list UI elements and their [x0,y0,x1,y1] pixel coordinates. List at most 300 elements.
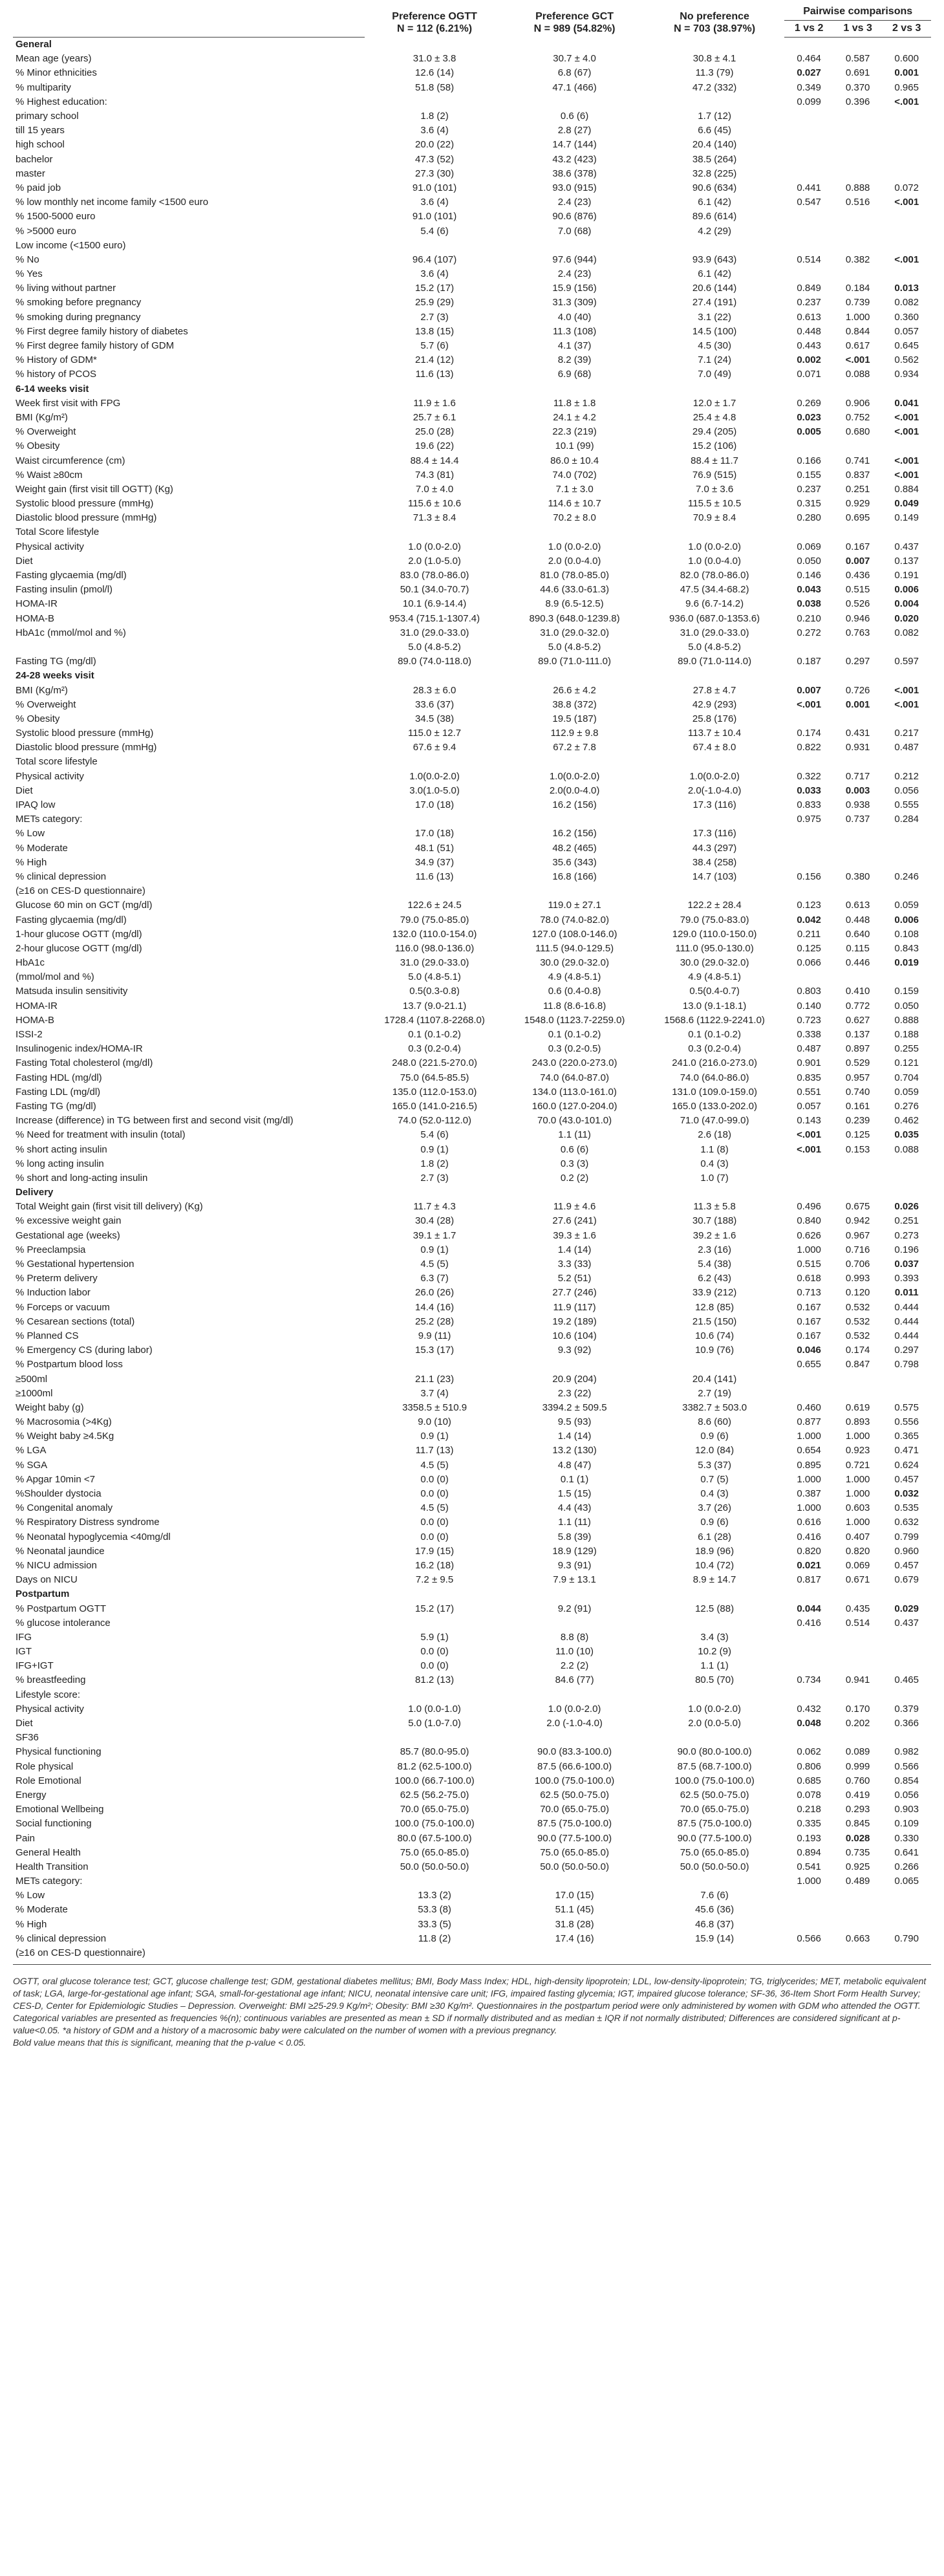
nopref-value: 27.8 ± 4.7 [692,684,736,696]
row-label: % SGA [16,1459,48,1471]
ogtt-value: 91.0 (101) [412,211,457,222]
p-1-vs-3: 0.603 [845,1502,870,1514]
table-row [13,1243,931,1257]
p-1-vs-3: 1.000 [845,1517,870,1528]
p-2-vs-3 [882,124,931,138]
nopref-value: 80.5 (70) [695,1674,735,1686]
p-1-vs-3 [833,138,883,152]
p-1-vs-2: 0.023 [797,411,821,423]
p-2-vs-3: 0.035 [894,1129,919,1141]
row-label: % smoking before pregnancy [16,297,142,308]
p-1-vs-2: 0.071 [797,369,821,380]
p-2-vs-3 [882,109,931,124]
nopref-value: 14.5 (100) [692,325,737,337]
p-1-vs-2: 0.460 [797,1402,821,1413]
p-1-vs-2 [784,224,833,238]
p-2-vs-3: 0.903 [894,1804,919,1815]
section-title: 24-28 weeks visit [16,670,94,682]
row-label: % clinical depression [16,871,107,882]
table-row [13,1329,931,1343]
p-2-vs-3: 0.471 [894,1445,919,1456]
nopref-value: 38.5 (264) [692,153,737,165]
table-row [13,927,931,942]
p-1-vs-2: 0.616 [797,1517,821,1528]
table-row [13,66,931,80]
table-row [13,124,931,138]
gct-value: 7.1 ± 3.0 [555,483,594,495]
row-label: HbA1c [16,957,45,969]
p-2-vs-3: 0.159 [894,986,919,997]
p-2-vs-3: 0.843 [894,942,919,954]
gct-value: 27.6 (241) [552,1215,597,1227]
p-1-vs-3: 0.931 [845,742,870,753]
nopref-value: 0.4 (3) [700,1158,729,1169]
ogtt-value: 74.3 (81) [415,469,455,481]
row-label: Physical activity [16,770,84,782]
p-1-vs-2 [784,124,833,138]
row-label: Health Transition [16,1861,89,1872]
row-label: Weight baby (g) [16,1402,84,1413]
p-2-vs-3 [882,382,931,396]
ogtt-value: 165.0 (141.0-216.5) [392,1100,477,1112]
gct-value: 24.1 ± 4.2 [553,411,596,423]
ogtt-value [365,1946,505,1960]
ogtt-value: 2.7 (3) [420,311,449,323]
p-1-vs-2: 0.551 [797,1086,821,1098]
p-2-vs-3 [882,1185,931,1200]
nopref-value: 89.0 (71.0-114.0) [678,656,752,667]
ogtt-value: 75.0 (65.0-85.0) [400,1846,469,1858]
p-1-vs-2: 0.335 [797,1818,821,1830]
section-title: General [16,39,52,50]
p-1-vs-2 [784,712,833,726]
nopref-value: 8.9 ± 14.7 [692,1574,736,1586]
table-row [13,453,931,468]
nopref-value [645,1946,785,1960]
table-row [13,353,931,367]
gct-value: 0.6 (0.4-0.8) [548,986,601,997]
row-label: % long acting insulin [16,1158,104,1169]
p-2-vs-3: 0.556 [894,1416,919,1428]
row-label: % breastfeeding [16,1674,86,1686]
nopref-value: 111.0 (95.0-130.0) [675,942,754,954]
table-row [13,956,931,970]
p-2-vs-3: 0.884 [894,483,919,495]
ogtt-value: 0.0 (0) [420,1473,449,1485]
p-2-vs-3: 0.001 [894,67,919,79]
p-1-vs-2: 0.155 [797,469,821,481]
p-1-vs-3: 0.532 [845,1315,870,1327]
nopref-value: 0.9 (6) [700,1517,729,1528]
table-row [13,1444,931,1458]
row-label: % Overweight [16,426,76,438]
p-1-vs-3: 0.957 [845,1072,870,1083]
row-label: % Low [16,828,45,839]
nopref-value: 87.5 (75.0-100.0) [677,1818,752,1830]
p-1-vs-3 [833,856,883,870]
ogtt-value: 100.0 (66.7-100.0) [394,1775,475,1786]
p-1-vs-3 [833,712,883,726]
nopref-value: 13.0 (9.1-18.1) [682,1000,747,1012]
p-2-vs-3: 0.600 [894,53,919,65]
p-2-vs-3: 0.266 [894,1861,919,1872]
ogtt-value: 0.1 (0.1-0.2) [408,1029,461,1041]
nopref-value: 18.9 (96) [695,1545,735,1557]
nopref-value: 76.9 (515) [692,469,737,481]
ogtt-value: 26.0 (26) [415,1287,455,1299]
row-label: till 15 years [16,125,65,136]
gct-value: 70.0 (65.0-75.0) [540,1804,609,1815]
p-1-vs-2: 0.338 [797,1029,821,1041]
ogtt-value: 11.7 ± 4.3 [413,1201,456,1213]
row-label: Weight gain (first visit till OGTT) (Kg) [16,483,173,495]
row-label: Pain [16,1832,36,1844]
nopref-value: 4.9 (4.8-5.1) [688,971,741,983]
section-header-row [13,1587,931,1601]
nopref-value: 0.4 (3) [700,1488,729,1500]
table-row [13,540,931,554]
gct-value: 11.0 (10) [555,1646,594,1658]
p13-header: 1 vs 3 [833,21,883,38]
p-1-vs-3: 0.726 [845,684,870,696]
table-row [13,339,931,353]
gct-value [504,884,645,898]
nopref-value: 1568.6 (1122.9-2241.0) [664,1014,765,1026]
p-1-vs-2: 0.193 [797,1832,821,1844]
table-row [13,1429,931,1444]
p-1-vs-3: 0.516 [845,197,870,208]
nopref-value: 3382.7 ± 503.0 [682,1402,747,1413]
p-1-vs-3: 0.844 [845,325,870,337]
table-row [13,411,931,425]
p-1-vs-3: 0.721 [845,1459,870,1471]
nopref-value [645,38,785,52]
table-row [13,138,931,152]
row-label: % smoking during pregnancy [16,311,141,323]
p-1-vs-2 [784,970,833,984]
gct-value: 5.0 (4.8-5.2) [548,641,601,653]
nopref-value: 7.0 (49) [698,369,731,380]
nopref-value: 93.9 (643) [692,254,737,265]
p-2-vs-3: 0.437 [894,541,919,552]
table-row [13,884,931,898]
gct-value: 31.8 (28) [555,1918,594,1930]
row-label: IPAQ low [16,799,56,811]
ogtt-value: 1.0 (0.0-1.0) [408,1703,461,1715]
gct-value [504,669,645,683]
row-label: % short acting insulin [16,1143,107,1155]
p-2-vs-3: 0.251 [894,1215,919,1227]
p-2-vs-3: 0.965 [894,81,919,93]
row-label: ≥1000ml [16,1387,53,1399]
gct-value: 5.8 (39) [557,1531,592,1542]
p-1-vs-3: 0.837 [845,469,870,481]
ogtt-value [365,1185,505,1200]
table-row [13,1831,931,1845]
nopref-value: 39.2 ± 1.6 [692,1229,736,1241]
row-label: Glucose 60 min on GCT (mg/dl) [16,900,153,911]
ogtt-value: 11.6 (13) [415,369,454,380]
ogtt-value: 15.3 (17) [415,1345,455,1356]
nopref-value [645,382,785,396]
nopref-value: 2.6 (18) [698,1129,731,1141]
row-label: Emotional Wellbeing [16,1804,104,1815]
nopref-value: 1.0 (0.0-4.0) [688,555,741,567]
p-2-vs-3 [882,1645,931,1659]
p-1-vs-2 [784,267,833,281]
p-2-vs-3: 0.457 [894,1559,919,1571]
p-1-vs-2 [784,525,833,539]
ogtt-value: 34.5 (38) [415,713,455,724]
p-1-vs-3: 1.000 [845,1488,870,1500]
p-1-vs-3: 0.897 [845,1043,870,1055]
table-row [13,1745,931,1759]
nopref-value: 21.5 (150) [692,1315,737,1327]
p-1-vs-2: 1.000 [797,1876,821,1887]
table-row [13,1372,931,1386]
ogtt-value: 81.2 (13) [415,1674,455,1686]
p-2-vs-3: <.001 [894,684,919,696]
row-label: % paid job [16,182,61,193]
ogtt-value: 30.4 (28) [415,1215,455,1227]
row-label: Fasting TG (mg/dl) [16,656,96,667]
nopref-value: 15.9 (14) [695,1932,735,1944]
ogtt-value: 115.6 ± 10.6 [407,498,462,510]
p-2-vs-3: 0.854 [894,1775,919,1786]
row-label: % Obesity [16,713,60,724]
nopref-value: 11.3 ± 5.8 [693,1201,736,1213]
table-row [13,712,931,726]
nopref-value: 30.0 (29.0-32.0) [680,957,749,969]
row-label: % Need for treatment with insulin (total) [16,1129,186,1141]
p-2-vs-3: 0.982 [894,1746,919,1758]
nopref-value: 9.6 (6.7-14.2) [685,598,744,610]
table-row [13,325,931,339]
gct-value: 26.6 ± 4.2 [553,684,596,696]
row-label: % 1500-5000 euro [16,211,96,222]
p-2-vs-3 [882,640,931,655]
p-2-vs-3: 0.212 [894,770,919,782]
row-label: % living without partner [16,283,116,294]
ogtt-value: 5.7 (6) [420,340,449,352]
p-2-vs-3 [882,1946,931,1960]
row-label: Total score lifestyle [16,756,98,768]
gct-value: 30.0 (29.0-32.0) [540,957,609,969]
p-1-vs-2: 0.541 [797,1861,821,1872]
row-label: % Neonatal hypoglycemia <40mg/dl [16,1531,171,1542]
p-2-vs-3: 0.632 [894,1517,919,1528]
p-1-vs-3 [833,827,883,841]
p-1-vs-3 [833,38,883,52]
p-1-vs-3 [833,267,883,281]
p-1-vs-2: 0.272 [797,627,821,638]
nopref-value: 1.7 (12) [698,111,731,122]
p-2-vs-3: 0.137 [894,555,919,567]
gct-value: 6.8 (67) [557,67,592,79]
table-row [13,1573,931,1587]
ogtt-value [365,38,505,52]
p-1-vs-3: 0.088 [845,369,870,380]
p-1-vs-3 [833,1171,883,1185]
p-2-vs-3: <.001 [894,455,919,466]
row-label: % Waist ≥80cm [16,469,83,481]
p-2-vs-3: 0.088 [894,1143,919,1155]
p-1-vs-2: 0.835 [797,1072,821,1083]
nopref-value: 3.1 (22) [698,311,731,323]
row-label: % History of GDM* [16,354,97,366]
nopref-value: 165.0 (133.0-202.0) [672,1100,757,1112]
p-2-vs-3 [882,884,931,898]
table-row [13,525,931,539]
table-row [13,1874,931,1889]
p-1-vs-3 [833,1587,883,1601]
p-2-vs-3: 0.020 [894,612,919,624]
row-label: BMI (Kg/m²) [16,684,68,696]
p-1-vs-2 [784,841,833,856]
ogtt-value: 80.0 (67.5-100.0) [397,1832,472,1844]
gct-value: 890.3 (648.0-1239.8) [529,612,620,624]
table-row [13,1645,931,1659]
gct-value: 89.0 (71.0-111.0) [538,656,612,667]
p-1-vs-3: 0.680 [845,426,870,438]
nopref-value [645,812,785,827]
p-1-vs-2: 0.166 [797,455,821,466]
gct-value: 78.0 (74.0-82.0) [540,914,609,925]
row-label: IGT [16,1646,32,1658]
table-row [13,856,931,870]
ogtt-value: 27.3 (30) [415,168,455,179]
gct-value: 35.6 (343) [552,856,597,868]
row-label: METs category: [16,814,83,825]
nopref-value: 27.4 (191) [692,297,737,308]
ogtt-value: 33.6 (37) [415,698,455,710]
p-1-vs-2: 0.048 [797,1718,821,1729]
p-2-vs-3: 0.934 [894,369,919,380]
row-label: HOMA-IR [16,598,58,610]
p-1-vs-3 [833,153,883,167]
table-row [13,1415,931,1429]
p-1-vs-3: 0.619 [845,1402,870,1413]
p-1-vs-3: 0.153 [845,1143,870,1155]
table-row [13,970,931,984]
row-label: % Minor ethnicities [16,67,97,79]
ogtt-value: 0.9 (1) [420,1143,449,1155]
nopref-value: 1.0 (0.0-2.0) [688,1703,741,1715]
ogtt-value: 5.4 (6) [420,225,449,237]
p-1-vs-2: 0.211 [797,928,821,940]
p-2-vs-3: 0.029 [894,1603,919,1614]
gct-value: 3.3 (33) [557,1259,592,1270]
gct-value: 11.9 (117) [553,1301,596,1313]
p-1-vs-3: <.001 [845,354,870,366]
ogtt-value: 14.4 (16) [415,1301,455,1313]
ogtt-value: 47.3 (52) [415,153,455,165]
p-1-vs-3: 0.888 [845,182,870,193]
ogtt-value [365,812,505,827]
p-1-vs-2: 0.146 [797,570,821,581]
row-label: % Low [16,1890,45,1901]
table-row [13,898,931,913]
p-2-vs-3 [882,1688,931,1702]
gct-value: 84.6 (77) [555,1674,594,1686]
gct-value: 10.1 (99) [555,440,594,452]
table-row [13,984,931,999]
row-label: Waist circumference (cm) [16,455,125,466]
row-label: % Moderate [16,842,68,854]
gct-value: 19.5 (187) [552,713,597,724]
gct-value: 8.8 (8) [560,1631,589,1643]
row-label: Lifestyle score: [16,1689,81,1700]
gct-value: 70.2 ± 8.0 [553,512,596,524]
ogtt-value: 31.0 (29.0-33.0) [400,957,469,969]
ogtt-value: 88.4 ± 14.4 [410,455,459,466]
p-1-vs-3: 0.716 [845,1244,870,1255]
table-row [13,683,931,697]
nopref-value: 7.0 ± 3.6 [695,483,734,495]
p-1-vs-3: 0.489 [845,1876,870,1887]
nopref-value: 241.0 (216.0-273.0) [672,1057,757,1069]
p-1-vs-3: 0.170 [845,1703,870,1715]
ogtt-value: 25.7 ± 6.1 [413,411,456,423]
p-1-vs-2: 0.514 [797,254,821,265]
p-1-vs-3: 0.617 [845,340,870,352]
table-row [13,698,931,712]
p-1-vs-2: 0.349 [797,81,821,93]
p-1-vs-2: 0.322 [797,770,821,782]
ogtt-value: 5.0 (4.8-5.2) [408,641,461,653]
p-2-vs-3: 0.393 [894,1273,919,1284]
p-2-vs-3 [882,267,931,281]
gct-value: 0.1 (1) [560,1473,589,1485]
p-1-vs-3: 0.587 [845,53,870,65]
p-1-vs-3: 0.941 [845,1674,870,1686]
p-1-vs-3 [833,109,883,124]
p-1-vs-2 [784,1731,833,1745]
row-label: % Congenital anomaly [16,1502,113,1514]
p-1-vs-2 [784,239,833,253]
row-label: Week first visit with FPG [16,397,121,409]
p-2-vs-3: 0.059 [894,900,919,911]
gct-value: 4.1 (37) [557,340,592,352]
table-row [13,1487,931,1501]
nopref-value: 12.8 (85) [695,1301,735,1313]
nopref-value: 6.1 (28) [698,1531,731,1542]
p-2-vs-3: 0.082 [894,297,919,308]
ogtt-value: 3.6 (4) [420,125,449,136]
p-2-vs-3 [882,525,931,539]
nopref-value [645,239,785,253]
row-label: Diet [16,785,33,796]
p-1-vs-3 [833,439,883,453]
row-label: Systolic blood pressure (mmHg) [16,498,154,510]
table-row [13,726,931,741]
row-label: high school [16,139,65,151]
ogtt-value [365,95,505,109]
gct-value: 0.3 (3) [560,1158,589,1169]
p-1-vs-3: 0.906 [845,397,870,409]
p-1-vs-2: 0.448 [797,325,821,337]
nopref-value: 79.0 (75.0-83.0) [680,914,749,925]
p-1-vs-3: 0.007 [845,555,870,567]
gct-value: 70.0 (43.0-101.0) [537,1115,612,1127]
gct-value: 2.8 (27) [557,125,592,136]
p-1-vs-2: 0.007 [797,684,821,696]
p-2-vs-3 [882,153,931,167]
ogtt-value: 81.2 (62.5-100.0) [397,1760,472,1772]
nopref-value: 2.0 (0.0-5.0) [688,1718,741,1729]
nopref-value [645,1731,785,1745]
row-label: Mean age (years) [16,53,92,65]
